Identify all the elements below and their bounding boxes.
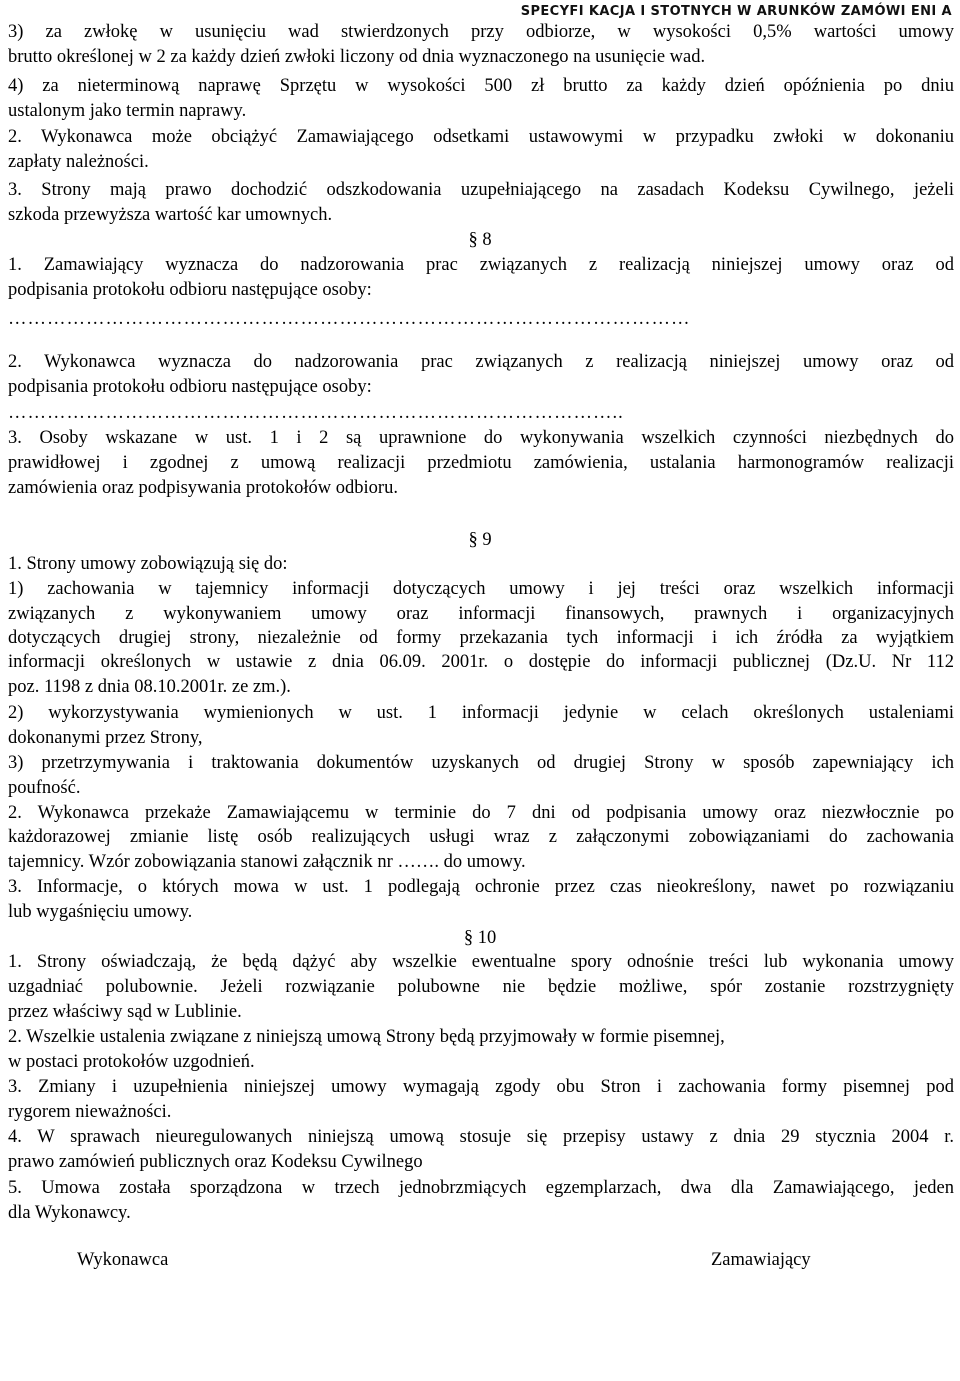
text-line: przez właściwy sąd w Lublinie. <box>8 1002 242 1022</box>
text-line: 2) wykorzystywania wymienionych w ust. 1 informacji jedynie w celach określonych ustaleniami <box>8 703 954 723</box>
text-line: 2. Wykonawca przekaże Zamawiającemu w terminie do 7 dni od podpisania umowy oraz niezwłocznie po <box>8 803 954 823</box>
text-line: poz. 1198 z dnia 08.10.2001r. ze zm.). <box>8 677 291 697</box>
signature-label-contractor: Wykonawca <box>77 1250 169 1270</box>
page-header: SPECYFI KACJA I STOTNYCH W ARUNKÓW ZAMÓWI ENI A <box>520 4 952 19</box>
text-line: 3. Zmiany i uzupełnienia niniejszej umowy wymagają zgody obu Stron i zachowania formy pisemnej pod <box>8 1077 954 1097</box>
text-line: 4. W sprawach nieuregulowanych niniejszą umową stosuje się przepisy ustawy z dnia 29 stycznia 2004 r. <box>8 1127 954 1147</box>
text-line: prawidłowej i zgodnej z umową realizacji przedmiotu zamówienia, ustalania harmonogramów realizacji <box>8 453 954 473</box>
text-line: 2. Wykonawca wyznacza do nadzorowania prac związanych z realizacją niniejszej umowy oraz od <box>8 352 954 372</box>
dotted-placeholder: ………………………………………………………………………………….. <box>8 403 624 423</box>
section-heading-9: § 9 <box>468 530 492 550</box>
signature-label-ordering-party: Zamawiający <box>711 1250 811 1270</box>
text-line: 3. Strony mają prawo dochodzić odszkodowania uzupełniającego na zasadach Kodeksu Cywilnego, jeżeli <box>8 180 954 200</box>
section-heading-8: § 8 <box>468 230 492 250</box>
text-line: informacji określonych w ustawie z dnia 06.09. 2001r. o dostępie do informacji publicznej (Dz.U. Nr 112 <box>8 652 954 672</box>
text-line: dotyczących drugiej strony, niezależnie od formy przekazania tych informacji i ich źródła za wyjątkiem <box>8 628 954 648</box>
text-line: 3. Osoby wskazane w ust. 1 i 2 są uprawnione do wykonywania wszelkich czynności niezbędnych do <box>8 428 954 448</box>
text-line: 1. Strony umowy zobowiązują się do: <box>8 554 288 574</box>
text-line: rygorem nieważności. <box>8 1102 172 1122</box>
text-line: prawo zamówień publicznych oraz Kodeksu Cywilnego <box>8 1152 423 1172</box>
text-line: 4) za nieterminową naprawę Sprzętu w wysokości 500 zł brutto za każdy dzień opóźnienia po dniu <box>8 76 954 96</box>
text-line: zapłaty należności. <box>8 152 149 172</box>
text-line: szkoda przewyższa wartość kar umownych. <box>8 205 333 225</box>
section-number: 8 <box>482 230 492 250</box>
text-line: tajemnicy. Wzór zobowiązania stanowi załącznik nr ……. do umowy. <box>8 852 526 872</box>
text-line: ustalonym jako termin naprawy. <box>8 101 247 121</box>
text-line: w postaci protokołów uzgodnień. <box>8 1052 255 1072</box>
text-line: 1) zachowania w tajemnicy informacji dotyczących umowy i jej treści oraz wszelkich informacji <box>8 579 954 599</box>
text-line: podpisania protokołu odbioru następujące osoby: <box>8 377 372 397</box>
text-line: poufność. <box>8 778 81 798</box>
text-line: 2. Wszelkie ustalenia związane z niniejszą umową Strony będą przyjmowały w formie pisemnej, <box>8 1027 725 1047</box>
text-line: związanych z wykonywaniem umowy oraz informacji finansowych, prawnych i organizacyjnych <box>8 604 954 624</box>
text-line: brutto określonej w 2 za każdy dzień zwłoki liczony od dnia wyznaczonego na usunięcie wad. <box>8 47 706 67</box>
text-line: dokonanymi przez Strony, <box>8 728 203 748</box>
text-line: zamówienia oraz podpisywania protokołów odbioru. <box>8 478 398 498</box>
text-line: lub wygaśnięciu umowy. <box>8 902 193 922</box>
section-number: 9 <box>482 530 492 550</box>
text-line: każdorazowej zmianie listę osób realizujących usługi wraz z załączonymi zobowiązaniami do zachowania <box>8 827 954 847</box>
section-number: 10 <box>477 928 497 948</box>
text-line: 1. Zamawiający wyznacza do nadzorowania prac związanych z realizacją niniejszej umowy oraz od <box>8 255 954 275</box>
section-heading-10: § 10 <box>463 928 497 948</box>
text-line: 3) za zwłokę w usunięciu wad stwierdzonych przy odbiorze, w wysokości 0,5% wartości umowy <box>8 22 954 42</box>
text-line: 5. Umowa została sporządzona w trzech jednobrzmiących egzemplarzach, dwa dla Zamawiającego, jeden <box>8 1178 954 1198</box>
text-line: dla Wykonawcy. <box>8 1203 131 1223</box>
text-line: 1. Strony oświadczają, że będą dążyć aby wszelkie ewentualne spory odnośnie treści lub wykonania umowy <box>8 952 954 972</box>
text-line: 2. Wykonawca może obciążyć Zamawiającego odsetkami ustawowymi w przypadku zwłoki w dokonaniu <box>8 127 954 147</box>
text-line: uzgadniać polubownie. Jeżeli rozwiązanie polubowne nie będzie możliwe, spór zostanie rozstrzygnięty <box>8 977 954 997</box>
text-line: podpisania protokołu odbioru następujące osoby: <box>8 280 372 300</box>
text-line: 3) przetrzymywania i traktowania dokumentów uzyskanych od drugiej Strony w sposób zapewniający ich <box>8 753 954 773</box>
dotted-placeholder: …………………………………………………………………………………………… <box>8 309 691 329</box>
text-line: 3. Informacje, o których mowa w ust. 1 podlegają ochronie przez czas nieokreślony, nawet po rozwiązaniu <box>8 877 954 897</box>
